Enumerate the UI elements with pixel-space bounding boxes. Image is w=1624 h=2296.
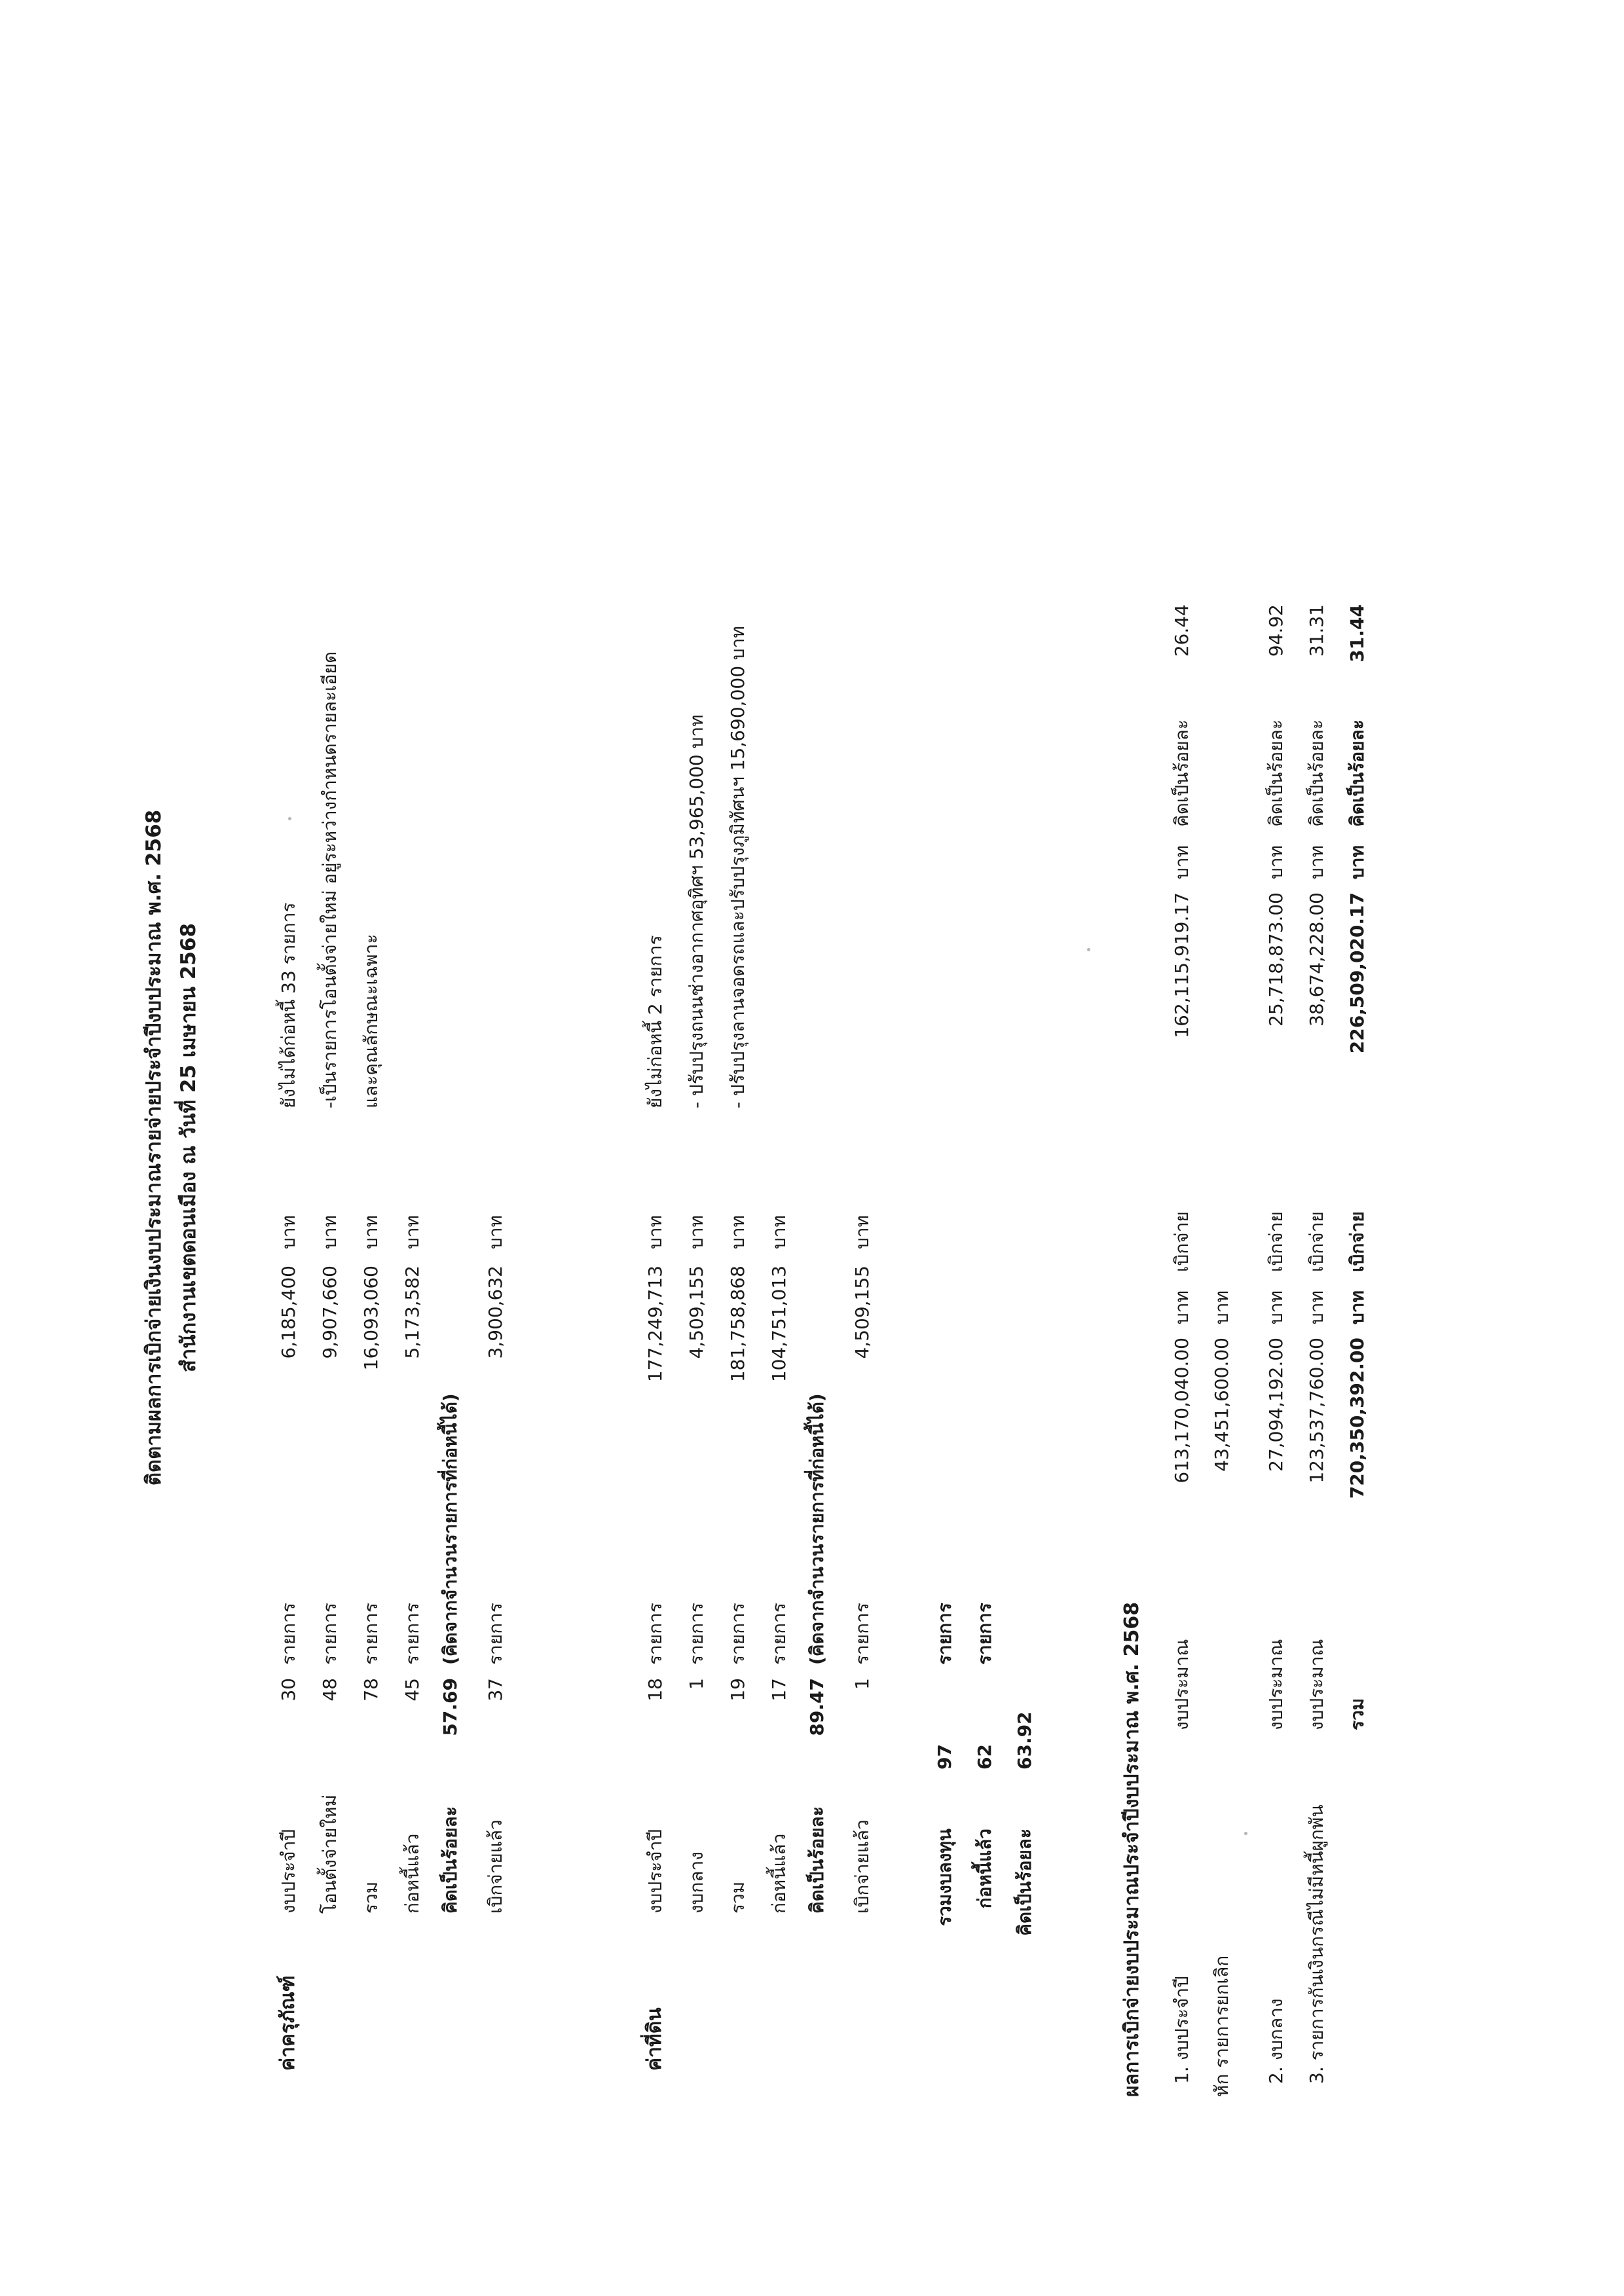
results-total-paid: 226,509,020.17: [1346, 892, 1368, 1054]
report-subtitle: สำนักงานเขตดอนเมือง ณ วันที่ 25 เมษายน 2568: [177, 922, 200, 1373]
results-total-pct: 31.44: [1346, 604, 1368, 663]
investment-unit: รายการ: [934, 1603, 955, 1665]
durable-row-label: งบประจำปี: [278, 1829, 299, 1914]
durable-paid-count: 37: [485, 1678, 506, 1702]
land-percent-value: 89.47: [806, 1678, 828, 1736]
results-row-paid-currency: บาท: [1306, 845, 1327, 879]
land-row-amount: 181,758,868: [727, 1266, 748, 1383]
investment-label: ก่อหนี้แล้ว: [974, 1829, 995, 1909]
results-row-budget: 613,170,040.00: [1171, 1338, 1192, 1484]
durable-row-currency: บาท: [278, 1215, 299, 1249]
scan-speck: [1087, 948, 1090, 951]
durable-row-unit: รายการ: [360, 1603, 382, 1665]
land-row-amount: 177,249,713: [644, 1266, 666, 1383]
durable-row-count: 30: [278, 1678, 299, 1702]
land-paid-label: เบิกจ่ายแล้ว: [851, 1819, 873, 1914]
durable-note: -เป็นรายการโอนตั้งจ่ายใหม่ อยู่ระหว่างกำหนดรายละเอียด: [319, 651, 341, 1108]
durable-row-amount: 16,093,060: [360, 1266, 382, 1371]
durable-row-unit: รายการ: [278, 1603, 299, 1665]
land-paid-amount: 4,509,155: [851, 1266, 873, 1359]
land-row-unit: รายการ: [768, 1603, 790, 1665]
land-row-label: ก่อหนี้แล้ว: [768, 1833, 790, 1914]
durable-paid-label: เบิกจ่ายแล้ว: [485, 1819, 506, 1914]
durable-paid-unit: รายการ: [485, 1603, 506, 1665]
land-row-unit: รายการ: [727, 1603, 748, 1665]
durable-row-unit: รายการ: [401, 1603, 423, 1665]
land-row-currency: บาท: [727, 1215, 748, 1249]
results-row-budget: 27,094,192.00: [1265, 1338, 1287, 1472]
durable-row-amount: 5,173,582: [401, 1266, 423, 1359]
results-total-budget: 720,350,392.00: [1346, 1338, 1368, 1499]
scan-speck: [1244, 1832, 1247, 1835]
results-total-paid-label: เบิกจ่าย: [1346, 1211, 1368, 1272]
land-row-currency: บาท: [644, 1215, 666, 1249]
durable-note: ยังไม่ได้ก่อหนี้ 33 รายการ: [278, 902, 299, 1108]
land-note: - ปรับปรุงลานจอดรถและปรับปรุงภูมิทัศนฯ 15,690,000 บาท: [727, 626, 748, 1108]
durable-row-count: 48: [319, 1678, 341, 1702]
durable-row-label: โอนตั้งจ่ายใหม่: [319, 1795, 341, 1914]
land-row-amount: 104,751,013: [768, 1266, 790, 1383]
results-total-pct-label: คิดเป็นร้อยละ: [1346, 720, 1368, 827]
investment-label: รวมงบลงทุน: [934, 1829, 955, 1927]
results-row-paid-currency: บาท: [1265, 845, 1287, 879]
land-row-unit: รายการ: [644, 1603, 666, 1665]
land-row-label: งบกลาง: [686, 1851, 707, 1914]
results-row-budget: 123,537,760.00: [1306, 1338, 1327, 1484]
results-row-currency: บาท: [1171, 1290, 1192, 1324]
investment-unit: รายการ: [974, 1603, 995, 1665]
results-row-label: 3. รายการกันเงินกรณีไม่มีหนี้ผูกพัน: [1306, 1804, 1327, 2084]
results-row-paid-label: เบิกจ่าย: [1265, 1211, 1287, 1272]
results-heading: ผลการเบิกจ่ายงบประมาณประจำปีงบประมาณ พ.ศ. 2568: [1120, 1601, 1143, 2097]
land-heading: ค่าที่ดิน: [643, 2007, 666, 2071]
durable-paid-currency: บาท: [485, 1215, 506, 1249]
land-paid-count: 1: [851, 1678, 873, 1690]
land-row-label: รวม: [727, 1881, 748, 1914]
results-row-paid: 38,674,228.00: [1306, 892, 1327, 1027]
results-row-paid-label: เบิกจ่าย: [1171, 1211, 1192, 1272]
land-paid-unit: รายการ: [851, 1603, 873, 1665]
results-row-label: 1. งบประจำปี: [1171, 1976, 1192, 2084]
results-row-paid: 162,115,919.17: [1171, 892, 1192, 1038]
land-row-count: 18: [644, 1678, 666, 1702]
durable-heading: ค่าครุภัณฑ์: [276, 1975, 299, 2071]
results-row-pct-label: คิดเป็นร้อยละ: [1306, 720, 1327, 827]
results-deduction-amount: 43,451,600.00: [1211, 1338, 1232, 1472]
investment-label: คิดเป็นร้อยละ: [1014, 1829, 1035, 1936]
investment-value: 63.92: [1014, 1711, 1035, 1770]
durable-row-currency: บาท: [360, 1215, 382, 1249]
durable-row-amount: 9,907,660: [319, 1266, 341, 1359]
land-note: ยังไม่ก่อหนี้ 2 รายการ: [644, 935, 666, 1108]
results-deduction-label: หัก รายการยกเลิก: [1211, 1955, 1232, 2097]
land-row-unit: รายการ: [686, 1603, 707, 1665]
results-row-type: งบประมาณ: [1171, 1639, 1192, 1730]
durable-row-unit: รายการ: [319, 1603, 341, 1665]
land-percent-label: คิดเป็นร้อยละ: [806, 1806, 828, 1914]
land-percent-note: (คิดจากจำนวนรายการที่ก่อหนี้ได้): [806, 1393, 828, 1665]
results-row-paid: 25,718,873.00: [1265, 892, 1287, 1027]
results-row-type: งบประมาณ: [1306, 1639, 1327, 1730]
results-total-paid-currency: บาท: [1346, 845, 1368, 879]
land-note: - ปรับปรุงถนนช่างอากาศอุทิศฯ 53,965,000 บาท: [686, 714, 707, 1108]
results-row-paid-currency: บาท: [1171, 845, 1192, 879]
investment-value: 62: [974, 1744, 995, 1770]
durable-note: และคุณลักษณะเฉพาะ: [360, 934, 382, 1108]
durable-row-count: 78: [360, 1678, 382, 1702]
land-row-currency: บาท: [686, 1215, 707, 1249]
land-row-label: งบประจำปี: [644, 1829, 666, 1914]
report-title: ติดตามผลการเบิกจ่ายเงินงบประมาณรายจ่ายประจำปีงบประมาณ พ.ศ. 2568: [142, 809, 166, 1486]
land-row-currency: บาท: [768, 1215, 790, 1249]
durable-paid-amount: 3,900,632: [485, 1266, 506, 1359]
results-row-currency: บาท: [1265, 1290, 1287, 1324]
results-row-type: งบประมาณ: [1265, 1639, 1287, 1730]
durable-row-count: 45: [401, 1678, 423, 1702]
durable-row-label: ก่อหนี้แล้ว: [401, 1833, 423, 1914]
land-paid-currency: บาท: [851, 1215, 873, 1249]
results-deduction-currency: บาท: [1211, 1290, 1232, 1324]
results-row-pct: 31.31: [1306, 604, 1327, 657]
results-total-currency: บาท: [1346, 1290, 1368, 1324]
land-row-count: 1: [686, 1678, 707, 1690]
durable-percent-value: 57.69: [439, 1678, 461, 1736]
results-row-pct-label: คิดเป็นร้อยละ: [1265, 720, 1287, 827]
land-row-amount: 4,509,155: [686, 1266, 707, 1359]
land-row-count: 19: [727, 1678, 748, 1702]
results-row-currency: บาท: [1306, 1290, 1327, 1324]
durable-percent-note: (คิดจากจำนวนรายการที่ก่อหนี้ได้): [439, 1393, 461, 1665]
scan-speck: [288, 817, 291, 820]
results-row-paid-label: เบิกจ่าย: [1306, 1211, 1327, 1272]
investment-value: 97: [934, 1744, 955, 1770]
durable-row-currency: บาท: [319, 1215, 341, 1249]
document-page: [92, 67, 1532, 2228]
results-row-label: 2. งบกลาง: [1265, 1998, 1287, 2084]
results-row-pct: 94.92: [1265, 604, 1287, 657]
durable-row-label: รวม: [360, 1881, 382, 1914]
durable-row-amount: 6,185,400: [278, 1266, 299, 1359]
results-total-label: รวม: [1346, 1698, 1368, 1730]
land-row-count: 17: [768, 1678, 790, 1702]
results-row-pct-label: คิดเป็นร้อยละ: [1171, 720, 1192, 827]
durable-percent-label: คิดเป็นร้อยละ: [439, 1806, 461, 1914]
durable-row-currency: บาท: [401, 1215, 423, 1249]
results-row-pct: 26.44: [1171, 604, 1192, 657]
